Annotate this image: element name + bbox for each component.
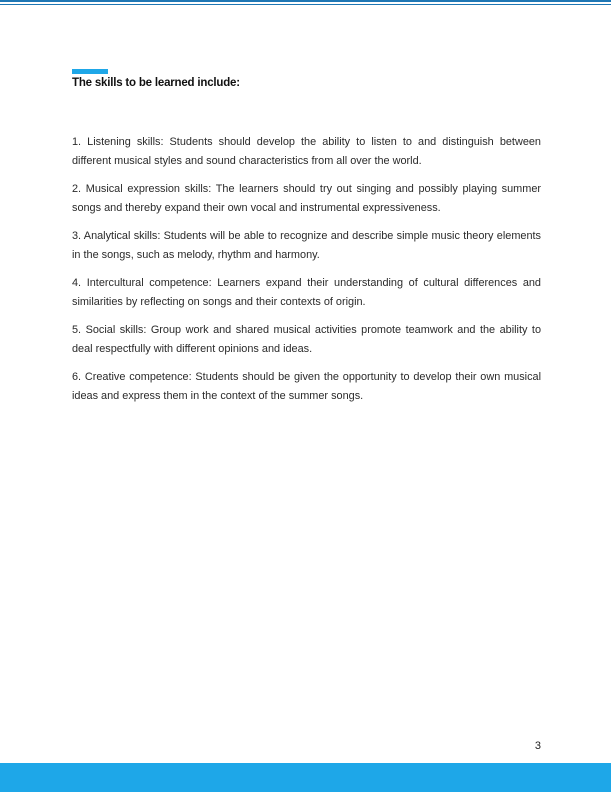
top-border-line-thin [0,4,611,5]
skill-paragraph-analytical: 3. Analytical skills: Students will be able to recognize and describe simple music theory elements in the songs, such as melody, rhythm and harmony. [72,230,541,261]
page-number: 3 [534,740,541,752]
top-border-line [0,0,611,2]
skill-paragraph-creative: 6. Creative competence: Students should be given the opportunity to develop their own musical ideas and express them in the context of the summer songs. [72,371,541,402]
skill-paragraph-social: 5. Social skills: Group work and shared musical activities promote teamwork and the ability to deal respectfully with different opinions and ideas. [72,324,541,355]
skill-paragraph-musical-expression: 2. Musical expression skills: The learners should try out singing and possibly playing summer songs and thereby expand their own vocal and instrumental expressiveness. [72,183,541,214]
skill-paragraph-listening: 1. Listening skills: Students should develop the ability to listen to and distinguish between different musical styles and sound characteristics from all over the world. [72,136,541,167]
section-heading: The skills to be learned include: [72,77,240,89]
skills-list [72,133,541,415]
footer-band [0,763,611,792]
heading-accent-bar [72,69,108,74]
skill-paragraph-intercultural: 4. Intercultural competence: Learners expand their understanding of cultural differences and similarities by reflecting on songs and their contexts of origin. [72,277,541,308]
